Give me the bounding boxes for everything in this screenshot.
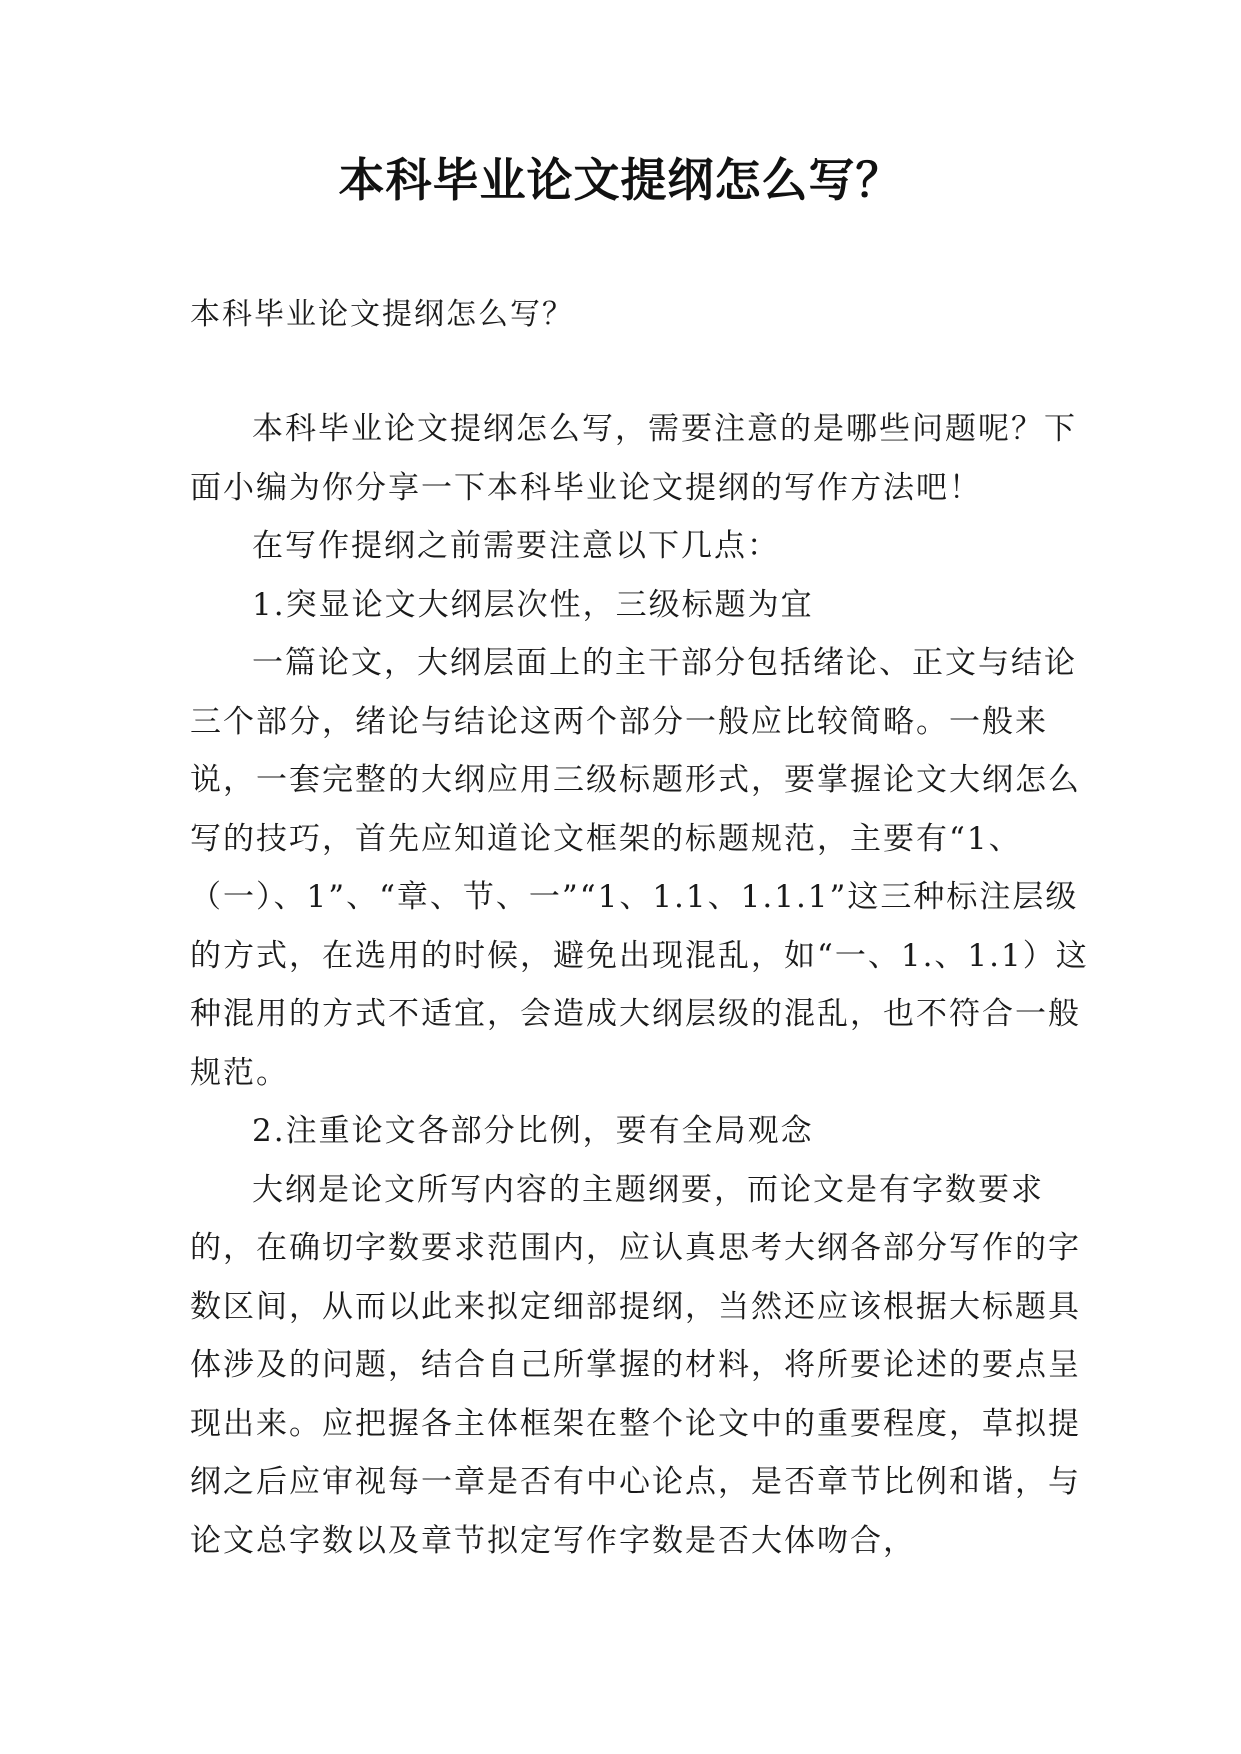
section-heading-2: 2.注重论文各部分比例，要有全局观念 — [252, 1113, 814, 1149]
paragraph-section-1: 一篇论文，大纲层面上的主干部分包括绪论、正文与结论三个部分，绪论与结论这两个部分一般应比较简略。一般来说，一套完整的大纲应用三级标题形式，要掌握论文大纲怎么写的技巧，首先应知道论文框架的标题规范，主要有“1、（一）、1”、“章、节、一”“1、1.1、1.1.1”这三种标注层级的方式，在选用的时候，避免出现混乱，如“一、1.、1.1）这种混用的方式不适宜，会造成大纲层级的混乱，也不符合一般规范。 — [190, 645, 1089, 1091]
document-subtitle: 本科毕业论文提纲怎么写？ — [190, 297, 574, 332]
paragraph-intro: 本科毕业论文提纲怎么写，需要注意的是哪些问题呢？下面小编为你分享一下本科毕业论文提纲的写作方法吧！ — [190, 411, 1077, 506]
paragraph-section-2: 大纲是论文所写内容的主题纲要，而论文是有字数要求的，在确切字数要求范围内，应认真思考大纲各部分写作的字数区间，从而以此来拟定细部提纲，当然还应该根据大标题具体涉及的问题，结合自己所掌握的材料，将所要论述的要点呈现出来。应把握各主体框架在整个论文中的重要程度，草拟提纲之后应审视每一章是否有中心论点，是否章节比例和谐，与论文总字数以及章节拟定写作字数是否大体吻合， — [190, 1171, 1081, 1559]
document-title: 本科毕业论文提纲怎么写？ — [338, 153, 903, 207]
section-heading-1: 1.突显论文大纲层次性，三级标题为宜 — [252, 586, 814, 623]
paragraph-notes-lead: 在写作提纲之前需要注意以下几点： — [252, 528, 780, 564]
document-body — [190, 400, 1090, 1570]
